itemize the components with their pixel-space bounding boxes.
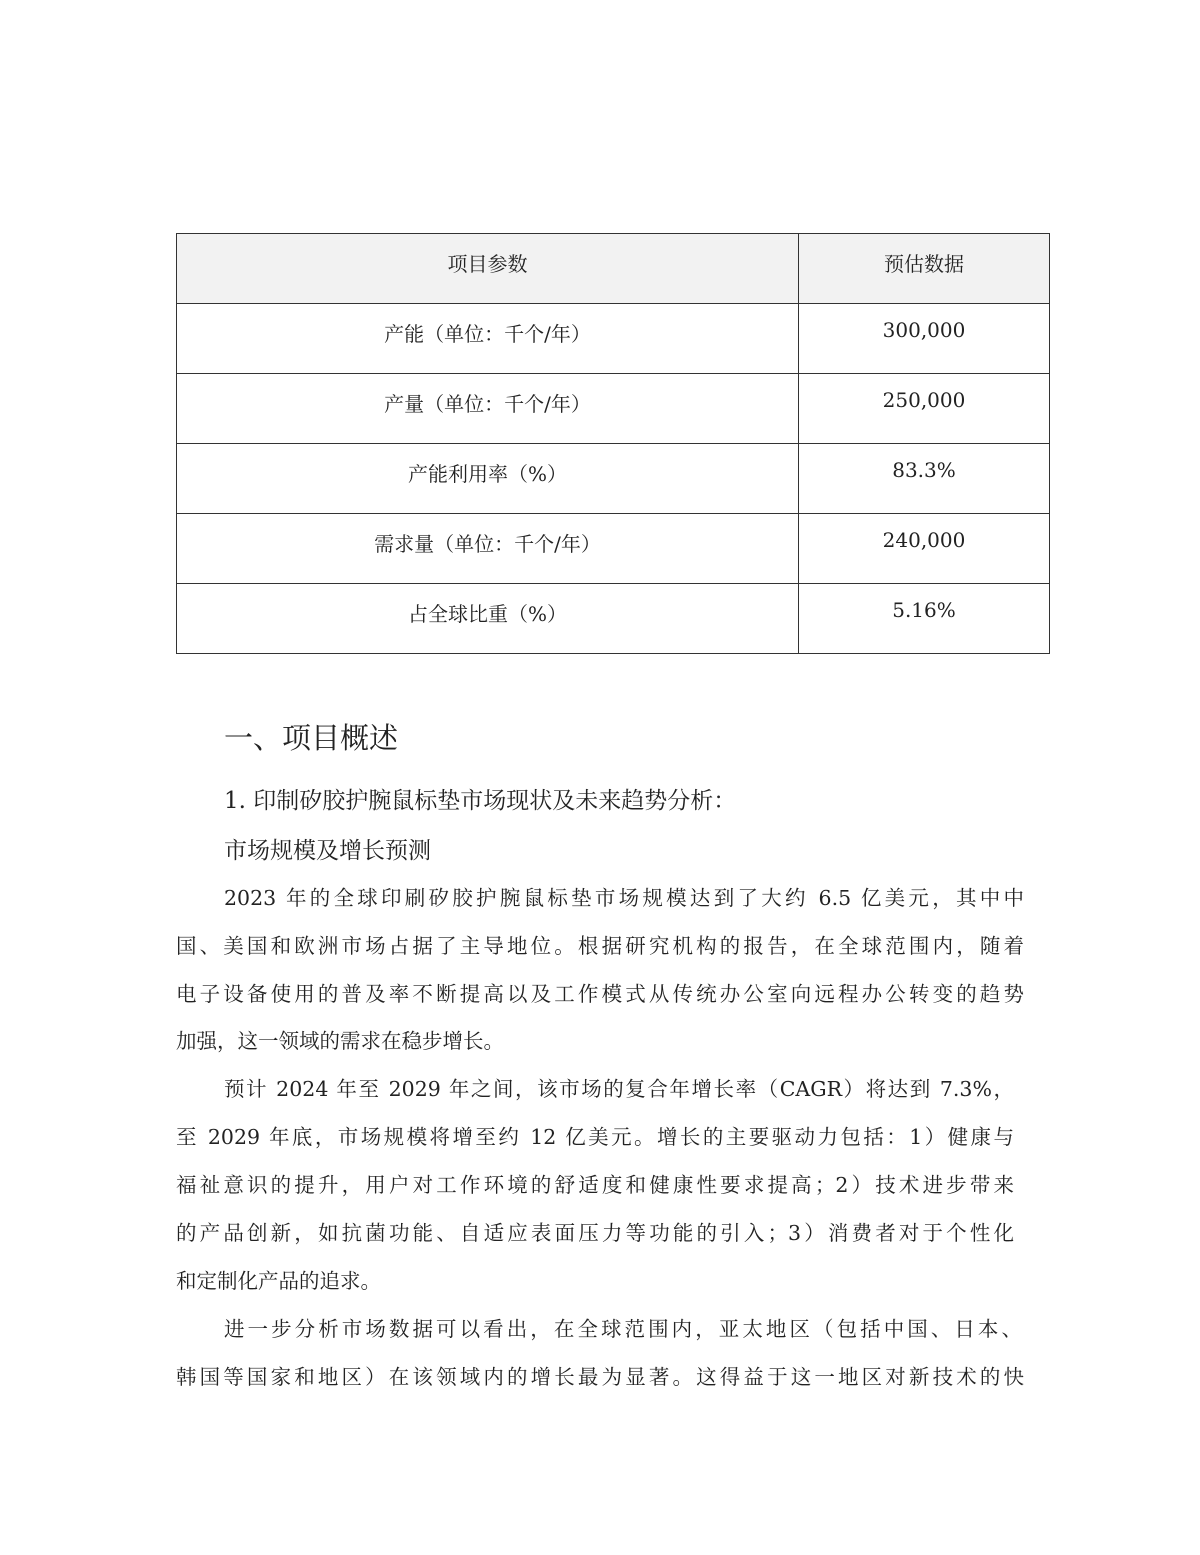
value-cell: 300,000 (799, 304, 1050, 374)
table-row (177, 514, 1050, 584)
text-line: 和定制化产品的追求。 (176, 1269, 381, 1293)
param-cell: 产能（单位：千个/年） (177, 304, 799, 374)
value-cell: 250,000 (799, 374, 1050, 444)
param-cell: 占全球比重（%） (177, 584, 799, 654)
header-estimate: 预估数据 (799, 234, 1050, 304)
table-row (177, 374, 1050, 444)
text-line: 的产品创新，如抗菌功能、自适应表面压力等功能的引入；3）消费者对于个性化 (176, 1221, 1014, 1245)
text-line: 电子设备使用的普及率不断提高以及工作模式从传统办公室向远程办公转变的趋势 (176, 982, 1024, 1006)
text-line: 加强，这一领域的需求在稳步增长。 (176, 1029, 504, 1053)
text-line: 国、美国和欧洲市场占据了主导地位。根据研究机构的报告，在全球范围内，随着 (176, 934, 1024, 958)
subsection-title: 1. 印制矽胶护腕鼠标垫市场现状及未来趋势分析： (224, 788, 737, 814)
value-cell: 5.16% (799, 584, 1050, 654)
table-row (177, 584, 1050, 654)
text-line: 韩国等国家和地区）在该领域内的增长最为显著。这得益于这一地区对新技术的快 (176, 1365, 1024, 1389)
text-line: 进一步分析市场数据可以看出，在全球范围内，亚太地区（包括中国、日本、 (224, 1317, 1022, 1341)
table-header-row (177, 234, 1050, 304)
table-row (177, 444, 1050, 514)
value-cell: 240,000 (799, 514, 1050, 584)
value-cell: 83.3% (799, 444, 1050, 514)
text-line: 预计 2024 年至 2029 年之间，该市场的复合年增长率（CAGR）将达到 7.3%， (224, 1077, 1014, 1101)
text-line: 2023 年的全球印刷矽胶护腕鼠标垫市场规模达到了大约 6.5 亿美元，其中中 (224, 886, 1024, 910)
section-title: 一、项目概述 (224, 721, 399, 755)
text-line: 至 2029 年底，市场规模将增至约 12 亿美元。增长的主要驱动力包括：1）健康与 (176, 1125, 1014, 1149)
header-parameter: 项目参数 (177, 234, 799, 304)
sub-subsection-title: 市场规模及增长预测 (224, 838, 431, 864)
table-row (177, 304, 1050, 374)
param-cell: 产能利用率（%） (177, 444, 799, 514)
text-line: 福祉意识的提升，用户对工作环境的舒适度和健康性要求提高；2）技术进步带来 (176, 1173, 1014, 1197)
parameter-table (176, 233, 1050, 654)
param-cell: 产量（单位：千个/年） (177, 374, 799, 444)
param-cell: 需求量（单位：千个/年） (177, 514, 799, 584)
